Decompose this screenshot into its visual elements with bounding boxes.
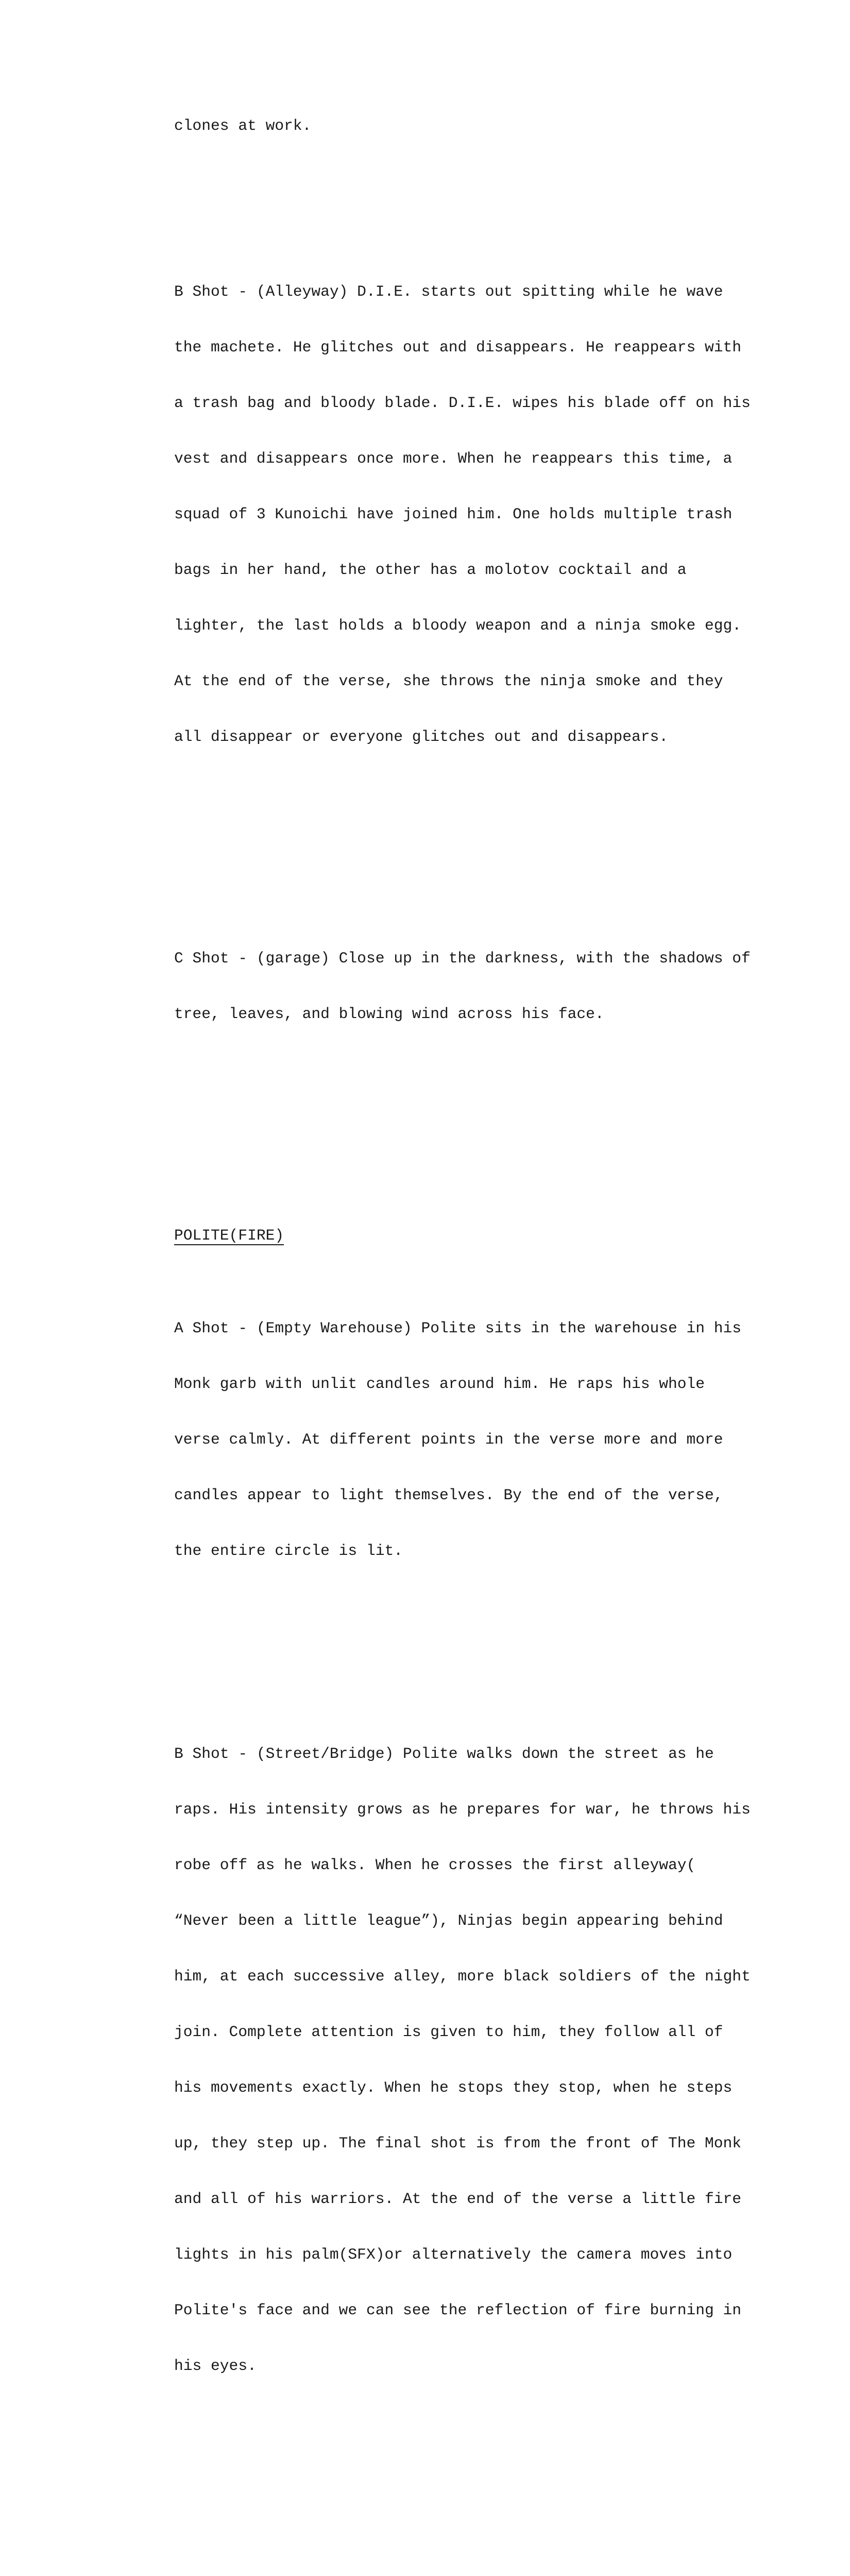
polite-section [174,1189,826,2449]
text-line: join. Complete attention is given to him, they follow all of [174,2023,723,2041]
text-line: Polite's face and we can see the reflection of fire burning in [174,2301,742,2319]
polite-b-shot-paragraph [174,1707,826,2412]
text-line: At the end of the verse, she throws the ninja smoke and they [174,672,723,690]
die-b-shot-paragraph [174,245,826,783]
script-page [174,61,826,2576]
text-line: C Shot - (garage) Close up in the darkness, with the shadows of [174,950,751,967]
text-line: vest and disappears once more. When he reappears this time, a [174,450,733,467]
die-c-shot-paragraph [174,912,826,1060]
spacer [174,172,826,190]
text-line: lights in his palm(SFX)or alternatively the camera moves into [174,2246,733,2263]
spacer [174,2486,826,2504]
polite-heading: POLITE(FIRE) [174,1227,284,1244]
text-line: candles appear to light themselves. By the end of the verse, [174,1486,723,1504]
polite-a-shot-paragraph [174,1282,826,1597]
text-line: bags in her hand, the other has a molotov cocktail and a [174,561,687,579]
text-line: squad of 3 Kunoichi have joined him. One holds multiple trash [174,505,733,523]
text-line: Monk garb with unlit candles around him. He raps his whole [174,1375,705,1393]
text-line: his eyes. [174,2357,257,2375]
text-line: his movements exactly. When he stops they stop, when he steps [174,2079,733,2096]
text-line: the machete. He glitches out and disappears. He reappears with [174,338,742,356]
intro-line: clones at work. [174,117,312,134]
text-line: lighter, the last holds a bloody weapon and a ninja smoke egg. [174,617,742,634]
spacer [174,1634,826,1670]
text-line: a trash bag and bloody blade. D.I.E. wipes his blade off on his [174,394,751,412]
actions-section [174,2560,826,2576]
text-line: verse calmly. At different points in the verse more and more [174,1431,723,1448]
text-line: robe off as he walks. When he crosses the first alleyway( [174,1856,696,1874]
text-line: the entire circle is lit. [174,1542,403,1560]
text-line: raps. His intensity grows as he prepares for war, he throws his [174,1801,751,1818]
text-line: “Never been a little league”), Ninjas begin appearing behind [174,1912,723,1929]
text-line: up, they step up. The final shot is from the front of The Monk [174,2134,742,2152]
spacer [174,820,826,856]
text-line: and all of his warriors. At the end of the verse a little fire [174,2190,742,2208]
text-line: tree, leaves, and blowing wind across his face. [174,1005,604,1023]
text-line: B Shot - (Street/Bridge) Polite walks down the street as he [174,1745,714,1762]
text-line: all disappear or everyone glitches out and disappears. [174,728,668,745]
spacer [174,1097,826,1133]
text-line: him, at each successive alley, more black soldiers of the night [174,1968,751,1985]
text-line: B Shot - (Alleyway) D.I.E. starts out spitting while he wave [174,283,723,300]
text-line: A Shot - (Empty Warehouse) Polite sits in the warehouse in his [174,1319,742,1337]
